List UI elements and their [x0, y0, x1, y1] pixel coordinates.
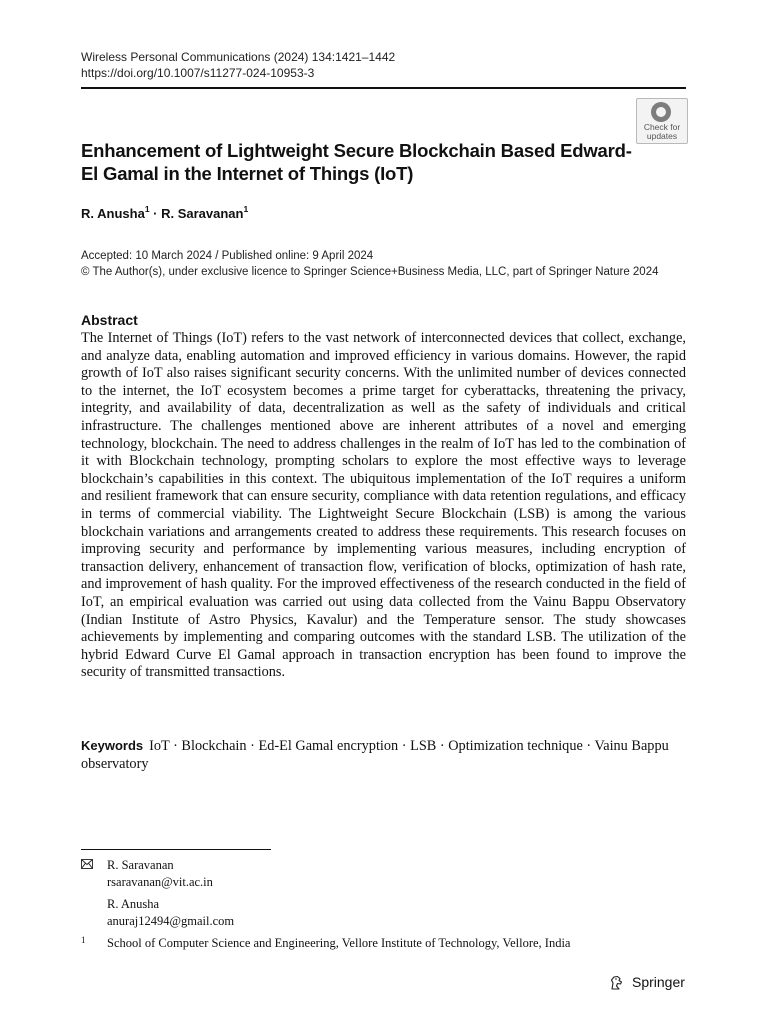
journal-header	[81, 49, 395, 81]
envelope-icon	[81, 859, 93, 869]
contact-email[interactable]: anuraj12494@gmail.com	[107, 913, 235, 928]
author-name[interactable]: R. Anusha	[81, 206, 145, 221]
check-badge-line2: updates	[646, 131, 678, 141]
header-rule	[81, 87, 686, 89]
contact-name: R. Anusha	[107, 897, 160, 911]
author-affiliation-mark: 1	[144, 204, 150, 214]
check-badge-line1: Check for	[643, 122, 681, 132]
author-affiliation-mark: 1	[243, 204, 249, 214]
contact-name: R. Saravanan	[107, 858, 174, 872]
author-list	[81, 206, 248, 221]
author-separator: ·	[149, 206, 162, 221]
affiliation-number: 1	[81, 935, 86, 945]
publication-history	[81, 248, 659, 280]
keywords-label: Keywords	[81, 738, 144, 753]
contact-entry	[107, 896, 234, 929]
contact-entry	[107, 857, 213, 890]
keywords-section	[81, 737, 686, 773]
abstract-text: The Internet of Things (IoT) refers to the vast network of interconnected devices that collect, exchange, and analyze data, enabling automation and improved efficiency in various domains. However, the rapid growth of IoT also raises significant security concerns. With the unlimited number of devices connected to the internet, the IoT ecosystem becomes a prime target for cyberattacks, threatening the privacy, integrity, and availability of data, decentralization as well as the safety of individuals and critical infrastructure. The challenges mentioned above are inherent attributes of a novel and emerging technology, blockchain. The need to address challenges in the realm of IoT has led to the combination of it with Blockchain technology, prompting scholars to explore the most effective ways to leverage blockchain’s capabilities in this context. The ubiquitous implementation of the IoT requires a uniform and resilient framework that can ensure security, compliance with data retention regulations, and efficacy in terms of commercial viability. The Lightweight Secure Blockchain (LSB) is among the various blockchain variations and arrangements created to address these requirements. This research focuses on improving security and performance by implementing various measures, including encryption of transaction delivery, enhancement of transaction flow, verification of blocks, optimization of hash rate, and improvement of hash quality. For the improved effectiveness of the research conducted in the field of IoT, an empirical evaluation was carried out using data collected from the Vainu Bappu Observatory (Indian Institute of Astro Physics, Kavalur) and the Temperature sensor. The study showcases achievements by implementing and comparing outcomes with the standard LSB. The utilization of the hybrid Edward Curve El Gamal approach in transaction encryption has been found to improve the security of transmitted transactions.	[81, 330, 686, 681]
journal-citation: Wireless Personal Communications (2024) 134:1421–1442	[81, 50, 396, 64]
doi-link[interactable]: https://doi.org/10.1007/s11277-024-10953-3	[81, 66, 315, 80]
accepted-published-dates: Accepted: 10 March 2024 / Published online: 9 April 2024	[81, 250, 374, 262]
keywords-list: IoT · Blockchain · Ed-El Gamal encryption · LSB · Optimization technique · Vainu Bappu observatory	[81, 738, 669, 772]
check-for-updates-badge[interactable]	[636, 98, 688, 144]
footnote-rule	[81, 849, 271, 850]
author-name[interactable]: R. Saravanan	[161, 206, 244, 221]
abstract-heading: Abstract	[81, 312, 138, 328]
copyright-notice: © The Author(s), under exclusive licence to Springer Science+Business Media, LLC, part of Springer Nature 2024	[81, 266, 659, 278]
affiliation-text: School of Computer Science and Engineering, Vellore Institute of Technology, Vellore, India	[107, 936, 571, 950]
contact-email[interactable]: rsaravanan@vit.ac.in	[107, 874, 213, 889]
springer-horse-icon	[608, 974, 626, 992]
publisher-name: Springer	[632, 974, 685, 990]
article-title: Enhancement of Lightweight Secure Blockchain Based Edward-El Gamal in the Internet of Things (IoT)	[81, 140, 632, 184]
check-updates-icon	[651, 102, 671, 122]
